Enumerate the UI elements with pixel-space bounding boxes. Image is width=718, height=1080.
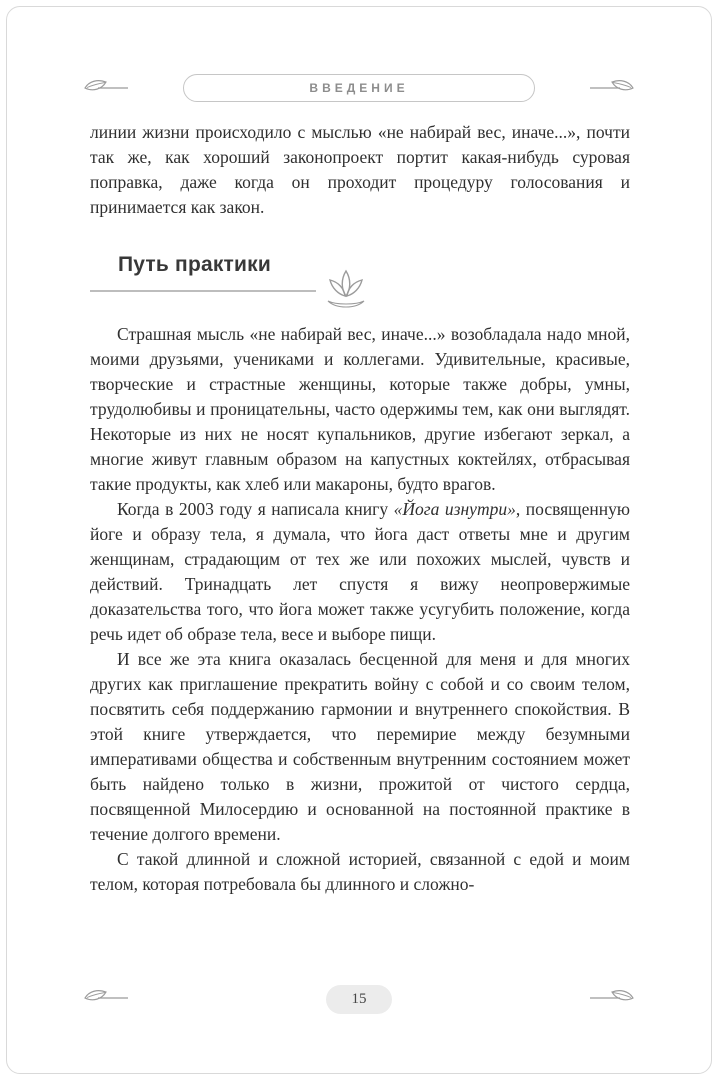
- section-heading-block: [90, 252, 630, 314]
- leaf-ornament-icon: [84, 78, 128, 98]
- heading-rule: [90, 290, 316, 292]
- leaf-ornament-icon: [84, 988, 128, 1008]
- chapter-title: ВВЕДЕНИЕ: [309, 81, 409, 95]
- lotus-flower-icon: [320, 268, 372, 314]
- paragraph-3: [90, 497, 630, 647]
- paragraph-3-text: , посвященную йоге и образу тела, я думала, что йога даст ответы мне и другим женщинам, страдающим от тех же или похожих мыслей, чувств и действий. Тринадцать лет спустя я вижу неопровержимые доказательства того, что йога может также усугубить положение, когда речь идет об образе тела, весе и выборе пищи.: [90, 499, 630, 644]
- leaf-ornament-icon: [590, 988, 634, 1008]
- paragraph-2: Страшная мысль «не набирай вес, иначе...» возобладала надо мной, моими друзьями, учениками и коллегами. Удивительные, красивые, творческие и страстные женщины, которые также добры, умны, трудолюбивы и проницательны, часто одержимы тем, как они выглядят. Некоторые из них не носят купальников, другие избегают зеркал, а многие живут главным образом на капустных коктейлях, отбрасывая такие продукты, как хлеб или макароны, будто врагов.: [90, 324, 630, 494]
- page-number-badge: [326, 985, 392, 1014]
- paragraph-5: С такой длинной и сложной историей, связанной с едой и моим телом, которая потребовала бы длинного и сложно-: [90, 849, 630, 894]
- book-title-italic: «Йога изнутри»: [393, 499, 516, 519]
- paragraph-4: И все же эта книга оказалась бесценной для меня и для многих других как приглашение прекратить войну с собой и со своим телом, посвятить себя поддержанию гармонии и внутреннего спокойствия. В этой книге утверждается, что перемирие между безумными императивами общества и собственным внутренним состоянием может быть найдено только в жизни, прожитой от чистого сердца, посвященной Милосердию и основанной на постоянной практике в течение долгого времени.: [90, 649, 630, 844]
- page-number: 15: [351, 991, 367, 1007]
- page-footer: [0, 960, 718, 1080]
- page-content: [90, 120, 630, 897]
- page-header: [0, 74, 718, 102]
- chapter-badge: [183, 74, 535, 102]
- paragraph-1: линии жизни происходило с мыслью «не набирай вес, иначе...», почти так же, как хороший законопроект портит какая-нибудь суровая поправка, даже когда он проходит процедуру голосования и принимается как закон.: [90, 122, 630, 217]
- section-heading: Путь практики: [118, 253, 271, 276]
- paragraph-3-text: Когда в 2003 году я написала книгу: [117, 499, 394, 519]
- leaf-ornament-icon: [590, 78, 634, 98]
